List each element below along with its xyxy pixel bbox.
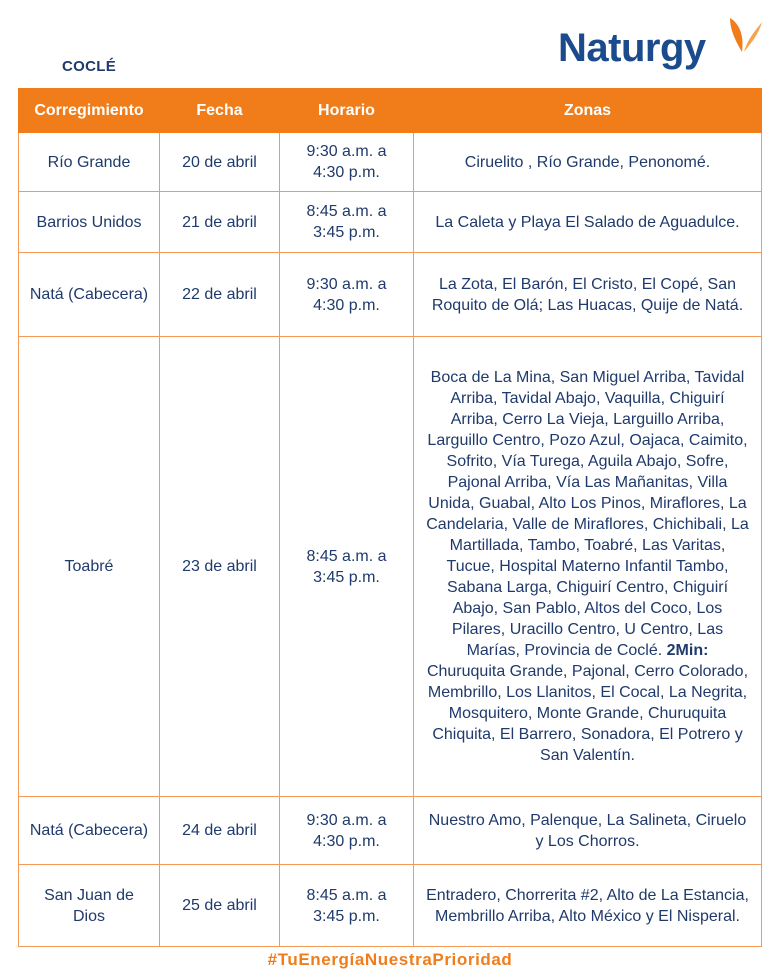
table-row — [19, 133, 762, 192]
table-row — [19, 192, 762, 253]
cell-fecha: 23 de abril — [160, 337, 280, 797]
column-header-zonas: Zonas — [414, 89, 762, 133]
table-row — [19, 865, 762, 947]
table-header-row — [19, 89, 762, 133]
cell-zonas: Entradero, Chorrerita #2, Alto de La Estancia, Membrillo Arriba, Alto México y El Nisperal. — [414, 865, 762, 947]
table-row — [19, 253, 762, 337]
butterfly-icon — [726, 14, 766, 58]
logo-wordmark: Naturgy — [558, 26, 706, 70]
naturgy-logo — [558, 14, 768, 76]
cell-corregimiento: San Juan de Dios — [19, 865, 160, 947]
cell-horario: 9:30 a.m. a 4:30 p.m. — [280, 797, 414, 865]
cell-corregimiento: Barrios Unidos — [19, 192, 160, 253]
cell-fecha: 24 de abril — [160, 797, 280, 865]
cell-fecha: 21 de abril — [160, 192, 280, 253]
cell-zonas: La Zota, El Barón, El Cristo, El Copé, San Roquito de Olá; Las Huacas, Quije de Natá. — [414, 253, 762, 337]
cell-corregimiento: Natá (Cabecera) — [19, 797, 160, 865]
cell-corregimiento: Río Grande — [19, 133, 160, 192]
column-header-fecha: Fecha — [160, 89, 280, 133]
schedule-table — [18, 88, 762, 947]
cell-fecha: 20 de abril — [160, 133, 280, 192]
cell-horario: 9:30 a.m. a 4:30 p.m. — [280, 133, 414, 192]
cell-fecha: 22 de abril — [160, 253, 280, 337]
zonas-text-rest: Churuquita Grande, Pajonal, Cerro Colorado, Membrillo, Los Llanitos, El Cocal, La Negrita, Mosquitero, Monte Grande, Churuquita Chiquita, El Barrero, Sonadora, El Potrero y San Valentín. — [426, 663, 749, 764]
footer-hashtag: #TuEnergíaNuestraPrioridad — [267, 950, 513, 969]
cell-horario: 9:30 a.m. a 4:30 p.m. — [280, 253, 414, 337]
cell-horario: 8:45 a.m. a 3:45 p.m. — [280, 337, 414, 797]
cell-corregimiento: Toabré — [19, 337, 160, 797]
cell-zonas: Nuestro Amo, Palenque, La Salineta, Ciruelo y Los Chorros. — [414, 797, 762, 865]
cell-zonas: La Caleta y Playa El Salado de Aguadulce. — [414, 192, 762, 253]
cell-horario: 8:45 a.m. a 3:45 p.m. — [280, 192, 414, 253]
table-row — [19, 797, 762, 865]
cell-corregimiento: Natá (Cabecera) — [19, 253, 160, 337]
cell-zonas — [414, 337, 762, 797]
cell-fecha: 25 de abril — [160, 865, 280, 947]
column-header-corregimiento: Corregimiento — [19, 89, 160, 133]
cell-horario: 8:45 a.m. a 3:45 p.m. — [280, 865, 414, 947]
province-title: COCLÉ — [62, 58, 116, 75]
zonas-bold-label: 2Min: — [666, 642, 709, 659]
column-header-horario: Horario — [280, 89, 414, 133]
cell-zonas: Ciruelito , Río Grande, Penonomé. — [414, 133, 762, 192]
table-row — [19, 337, 762, 797]
zonas-text: Boca de La Mina, San Miguel Arriba, Tavidal Arriba, Tavidal Abajo, Vaquilla, Chiguirí Arriba, Cerro La Vieja, Larguillo Arriba, Larguillo Centro, Pozo Azul, Oajaca, Caimito, Sofrito, Vía Turega, Aguila Abajo, Sofre, Pajonal Arriba, Vía Las Mañanitas, Villa Unida, Guabal, Alto Los Pinos, Miraflores, La Candelaria, Valle de Miraflores, Chichibali, La Martillada, Tambo, Toabré, Las Varitas, Tucue, Hospital Materno Infantil Tambo, Sabana Larga, Chiguirí Centro, Chiguirí Abajo, San Pablo, Altos del Coco, Los Pilares, Uracillo Centro, U Centro, Las Marías, Provincia de Coclé. — [426, 369, 749, 659]
